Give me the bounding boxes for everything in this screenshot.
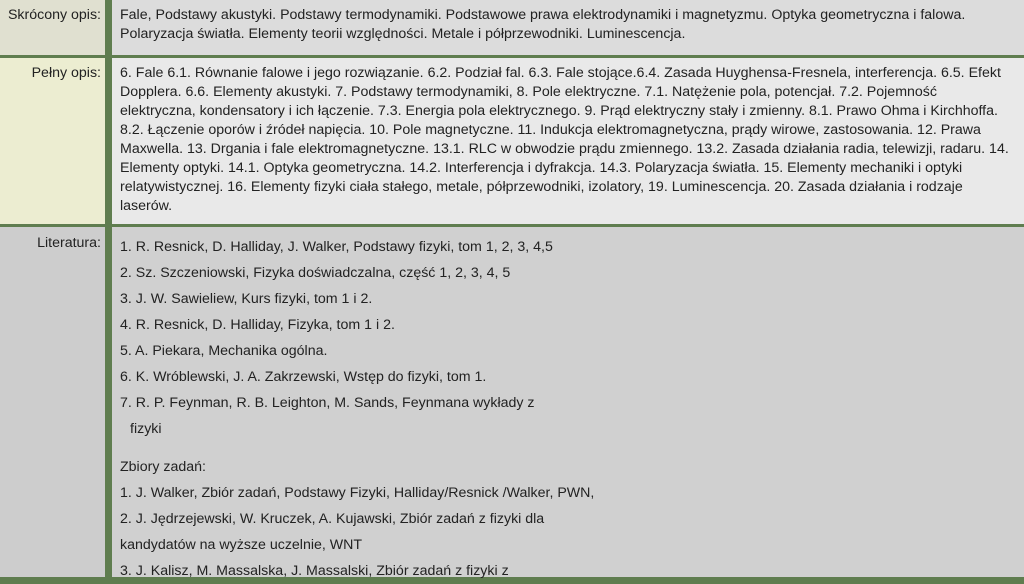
literature-item: 6. K. Wróblewski, J. A. Zakrzewski, Wstęp do fizyki, tom 1. [120,369,487,385]
tasks-heading: Zbiory zadań: [120,459,206,475]
task-collection-item: 3. J. Kalisz, M. Massalska, J. Massalski, Zbiór zadań z fizyki z [120,563,509,579]
task-collection-item: 1. J. Walker, Zbiór zadań, Podstawy Fizyki, Halliday/Resnick /Walker, PWN, [120,485,595,501]
full-description-label: Pełny opis: [0,58,105,224]
literature-item: 1. R. Resnick, D. Halliday, J. Walker, Podstawy fizyki, tom 1, 2, 3, 4,5 [120,239,553,255]
literature-item: 4. R. Resnick, D. Halliday, Fizyka, tom 1 i 2. [120,317,395,333]
literature-item: 2. Sz. Szczeniowski, Fizyka doświadczalna, część 1, 2, 3, 4, 5 [120,265,511,281]
literature-item: 3. J. W. Sawieliew, Kurs fizyki, tom 1 i 2. [120,291,373,307]
literature-label: Literatura: [0,227,105,577]
short-description-label: Skrócony opis: [0,0,105,55]
spacer [120,442,1016,454]
row-short-description [0,0,1024,55]
literature-content [112,227,1024,577]
row-literature [0,227,1024,577]
full-description-text: 6. Fale 6.1. Równanie falowe i jego rozwiązanie. 6.2. Podział fal. 6.3. Fale stojące.6.4. Zasada Huyghensa-Fresnela, interferencja. 6.5. Efekt Dopplera. 6.6. Elementy akustyki. 7. Podstawy termodynamiki, 8. Pole elektryczne. 7.1. Natężenie pola, potencjał. 7.2. Pojemność elektryczna, kondensatory i ich łączenie. 7.3. Energia pola elektrycznego. 9. Prąd elektryczny stały i zmienny. 8.1. Prawo Ohma i Kirchhoffa. 8.2. Łączenie oporów i źródeł napięcia. 10. Pole magnetyczne. 11. Indukcja elektromagnetyczna, prądy wirowe, zastosowania. 12. Prawa Maxwella. 13. Drgania i fale elektromagnetyczne. 13.1. RLC w obwodzie prądu zmiennego. 13.2. Zasada działania radia, telewizji, radaru. 14. Elementy optyki. 14.1. Optyka geometryczna. 14.2. Interferencja i dyfrakcja. 14.3. Polaryzacja światła. 15. Elementy mechaniki i optyki relatywistycznej. 16. Elementy fizyki ciała stałego, metale, półprzewodniki, izolatory, 19. Luminescencja. 20. Zasada działania i rodzaje laserów. [112,58,1024,224]
task-collection-item: 2. J. Jędrzejewski, W. Kruczek, A. Kujawski, Zbiór zadań z fizyki dla [120,511,545,527]
literature-item: 7. R. P. Feynman, R. B. Leighton, M. Sands, Feynmana wykłady z [120,395,535,411]
short-description-text: Fale, Podstawy akustyki. Podstawy termodynamiki. Podstawowe prawa elektrodynamiki i magnetyzmu. Optyka geometryczna i falowa. Polaryzacja światła. Elementy teorii względności. Metale i półprzewodniki. Luminescencja. [112,0,1024,55]
literature-item: fizyki [130,421,162,437]
literature-item: 5. A. Piekara, Mechanika ogólna. [120,343,328,359]
row-full-description [0,58,1024,224]
task-collection-item: kandydatów na wyższe uczelnie, WNT [120,537,363,553]
